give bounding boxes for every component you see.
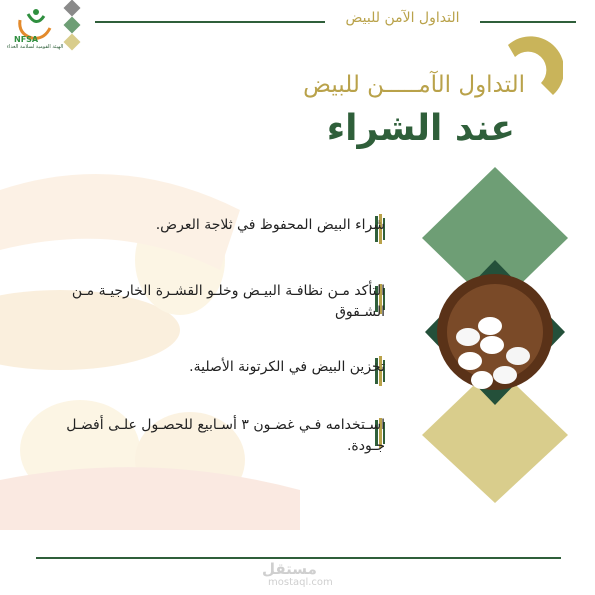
- title-line2: عند الشراء: [326, 108, 515, 149]
- watermark-url: mostaql.com: [268, 577, 333, 588]
- header-divider-right: [480, 21, 576, 23]
- logo-subtitle: الهيئة القومية لسلامة الغذاء: [6, 44, 64, 50]
- list-item: تخزين البيض في الكرتونة الأصلية.: [189, 359, 385, 375]
- footer-divider: [36, 557, 561, 559]
- logo-text: NFSA: [14, 35, 39, 44]
- header-diamond-tiles: [60, 0, 88, 52]
- header-title: التداول الآمن للبيض: [345, 10, 460, 26]
- diamond-graphic: [410, 165, 585, 505]
- title-line1: التداول الآمـــــن للبيض: [303, 72, 525, 98]
- list-item: اسـتخدامه فـي غضـون ٣ أسـابيع للحصـول علـى أفضـل جـودة.: [66, 417, 385, 454]
- background-eggs-art: [0, 150, 300, 530]
- header-divider-left: [95, 21, 325, 23]
- list-item: التأكد مـن نظافـة البيـض وخلـو القشـرة الخارجيـة مـن الشـقوق: [71, 283, 385, 320]
- watermark-logo: مستقل: [262, 560, 317, 578]
- list-item: شراء البيض المحفوظ في ثلاجة العرض.: [155, 217, 385, 233]
